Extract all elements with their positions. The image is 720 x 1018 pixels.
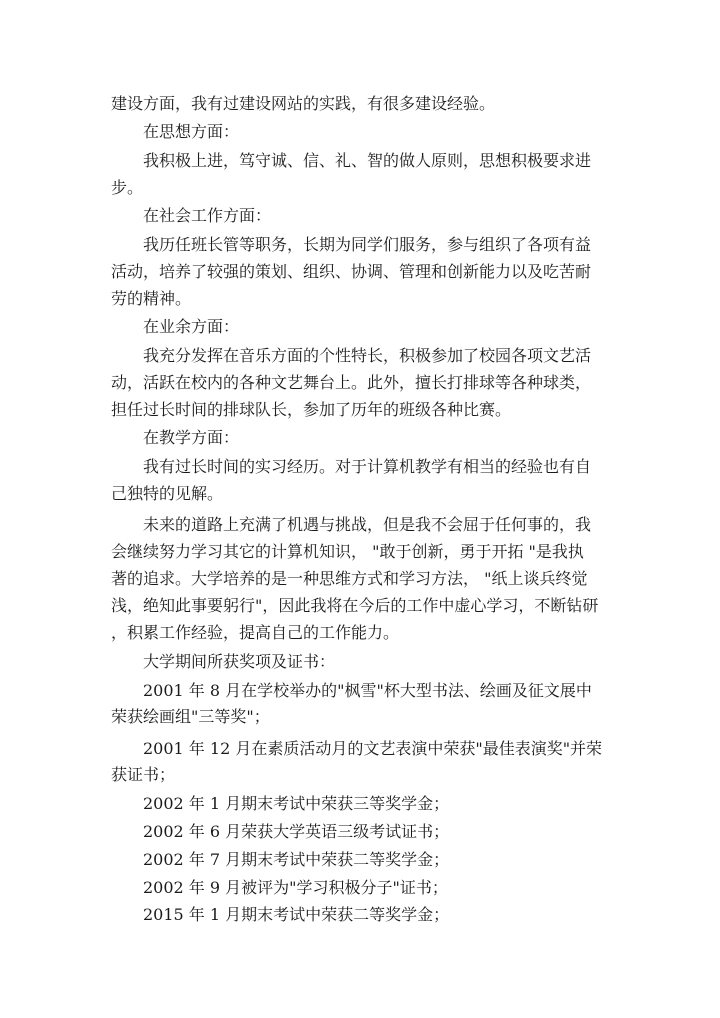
section-heading: 在思想方面： [143, 122, 240, 141]
section-heading: 在教学方面： [143, 428, 240, 447]
paragraph-line: 未来的道路上充满了机遇与挑战，但是我不会屈于任何事的，我 [143, 515, 592, 534]
paragraph-line: 我有过长时间的实习经历。对于计算机教学有相当的经验也有自 [143, 457, 592, 476]
paragraph-line: 劳的精神。 [111, 289, 192, 308]
paragraph-line: 建设方面，我有过建设网站的实践，有很多建设经验。 [111, 94, 496, 113]
paragraph-line: 我历任班长管等职务，长期为同学们服务，参与组织了各项有益 [143, 235, 592, 254]
award-line: 2002 年 1 月期末考试中荣获三等奖学金； [143, 794, 450, 813]
paragraph-line: 我充分发挥在音乐方面的个性特长，积极参加了校园各项文艺活 [143, 346, 592, 365]
award-line: 荣获绘画组"三等奖"； [111, 707, 270, 726]
paragraph-line: 活动，培养了较强的策划、组织、协调、管理和创新能力以及吃苦耐 [111, 262, 592, 281]
paragraph-line: 担任过长时间的排球队长，参加了历年的班级各种比赛。 [111, 400, 512, 419]
paragraph-line: 会继续努力学习其它的计算机知识， "敢于创新，勇于开拓 "是我执 [111, 542, 584, 561]
paragraph-line: 浅，绝知此事要躬行"，因此我将在今后的工作中虚心学习，不断钻研 [111, 596, 599, 615]
paragraph-line: 己独特的见解。 [111, 484, 224, 503]
award-line: 2002 年 9 月被评为"学习积极分子"证书； [143, 878, 448, 897]
paragraph-line: 动，活跃在校内的各种文艺舞台上。此外，擅长打排球等各种球类， [111, 373, 592, 392]
paragraph-line: ，积累工作经验，提高自己的工作能力。 [111, 623, 400, 642]
award-line: 2001 年 12 月在素质活动月的文艺表演中荣获"最佳表演奖"并荣 [143, 739, 603, 758]
paragraph-line: 著的追求。大学培养的是一种思维方式和学习方法， "纸上谈兵终觉 [111, 569, 588, 588]
paragraph-line: 我积极上进，笃守诚、信、礼、智的做人原则，思想积极要求进 [143, 151, 592, 170]
paragraph-line: 步。 [111, 178, 144, 197]
section-heading: 大学期间所获奖项及证书： [143, 652, 336, 671]
award-line: 2001 年 8 月在学校举办的"枫雪"杯大型书法、绘画及征文展中 [143, 681, 592, 700]
award-line: 2015 年 1 月期末考试中荣获二等奖学金； [143, 905, 450, 924]
section-heading: 在社会工作方面： [143, 206, 272, 225]
award-line: 获证书； [111, 765, 176, 784]
section-heading: 在业余方面： [143, 317, 240, 336]
award-line: 2002 年 6 月荣获大学英语三级考试证书； [143, 822, 450, 841]
award-line: 2002 年 7 月期末考试中荣获二等奖学金； [143, 850, 450, 869]
